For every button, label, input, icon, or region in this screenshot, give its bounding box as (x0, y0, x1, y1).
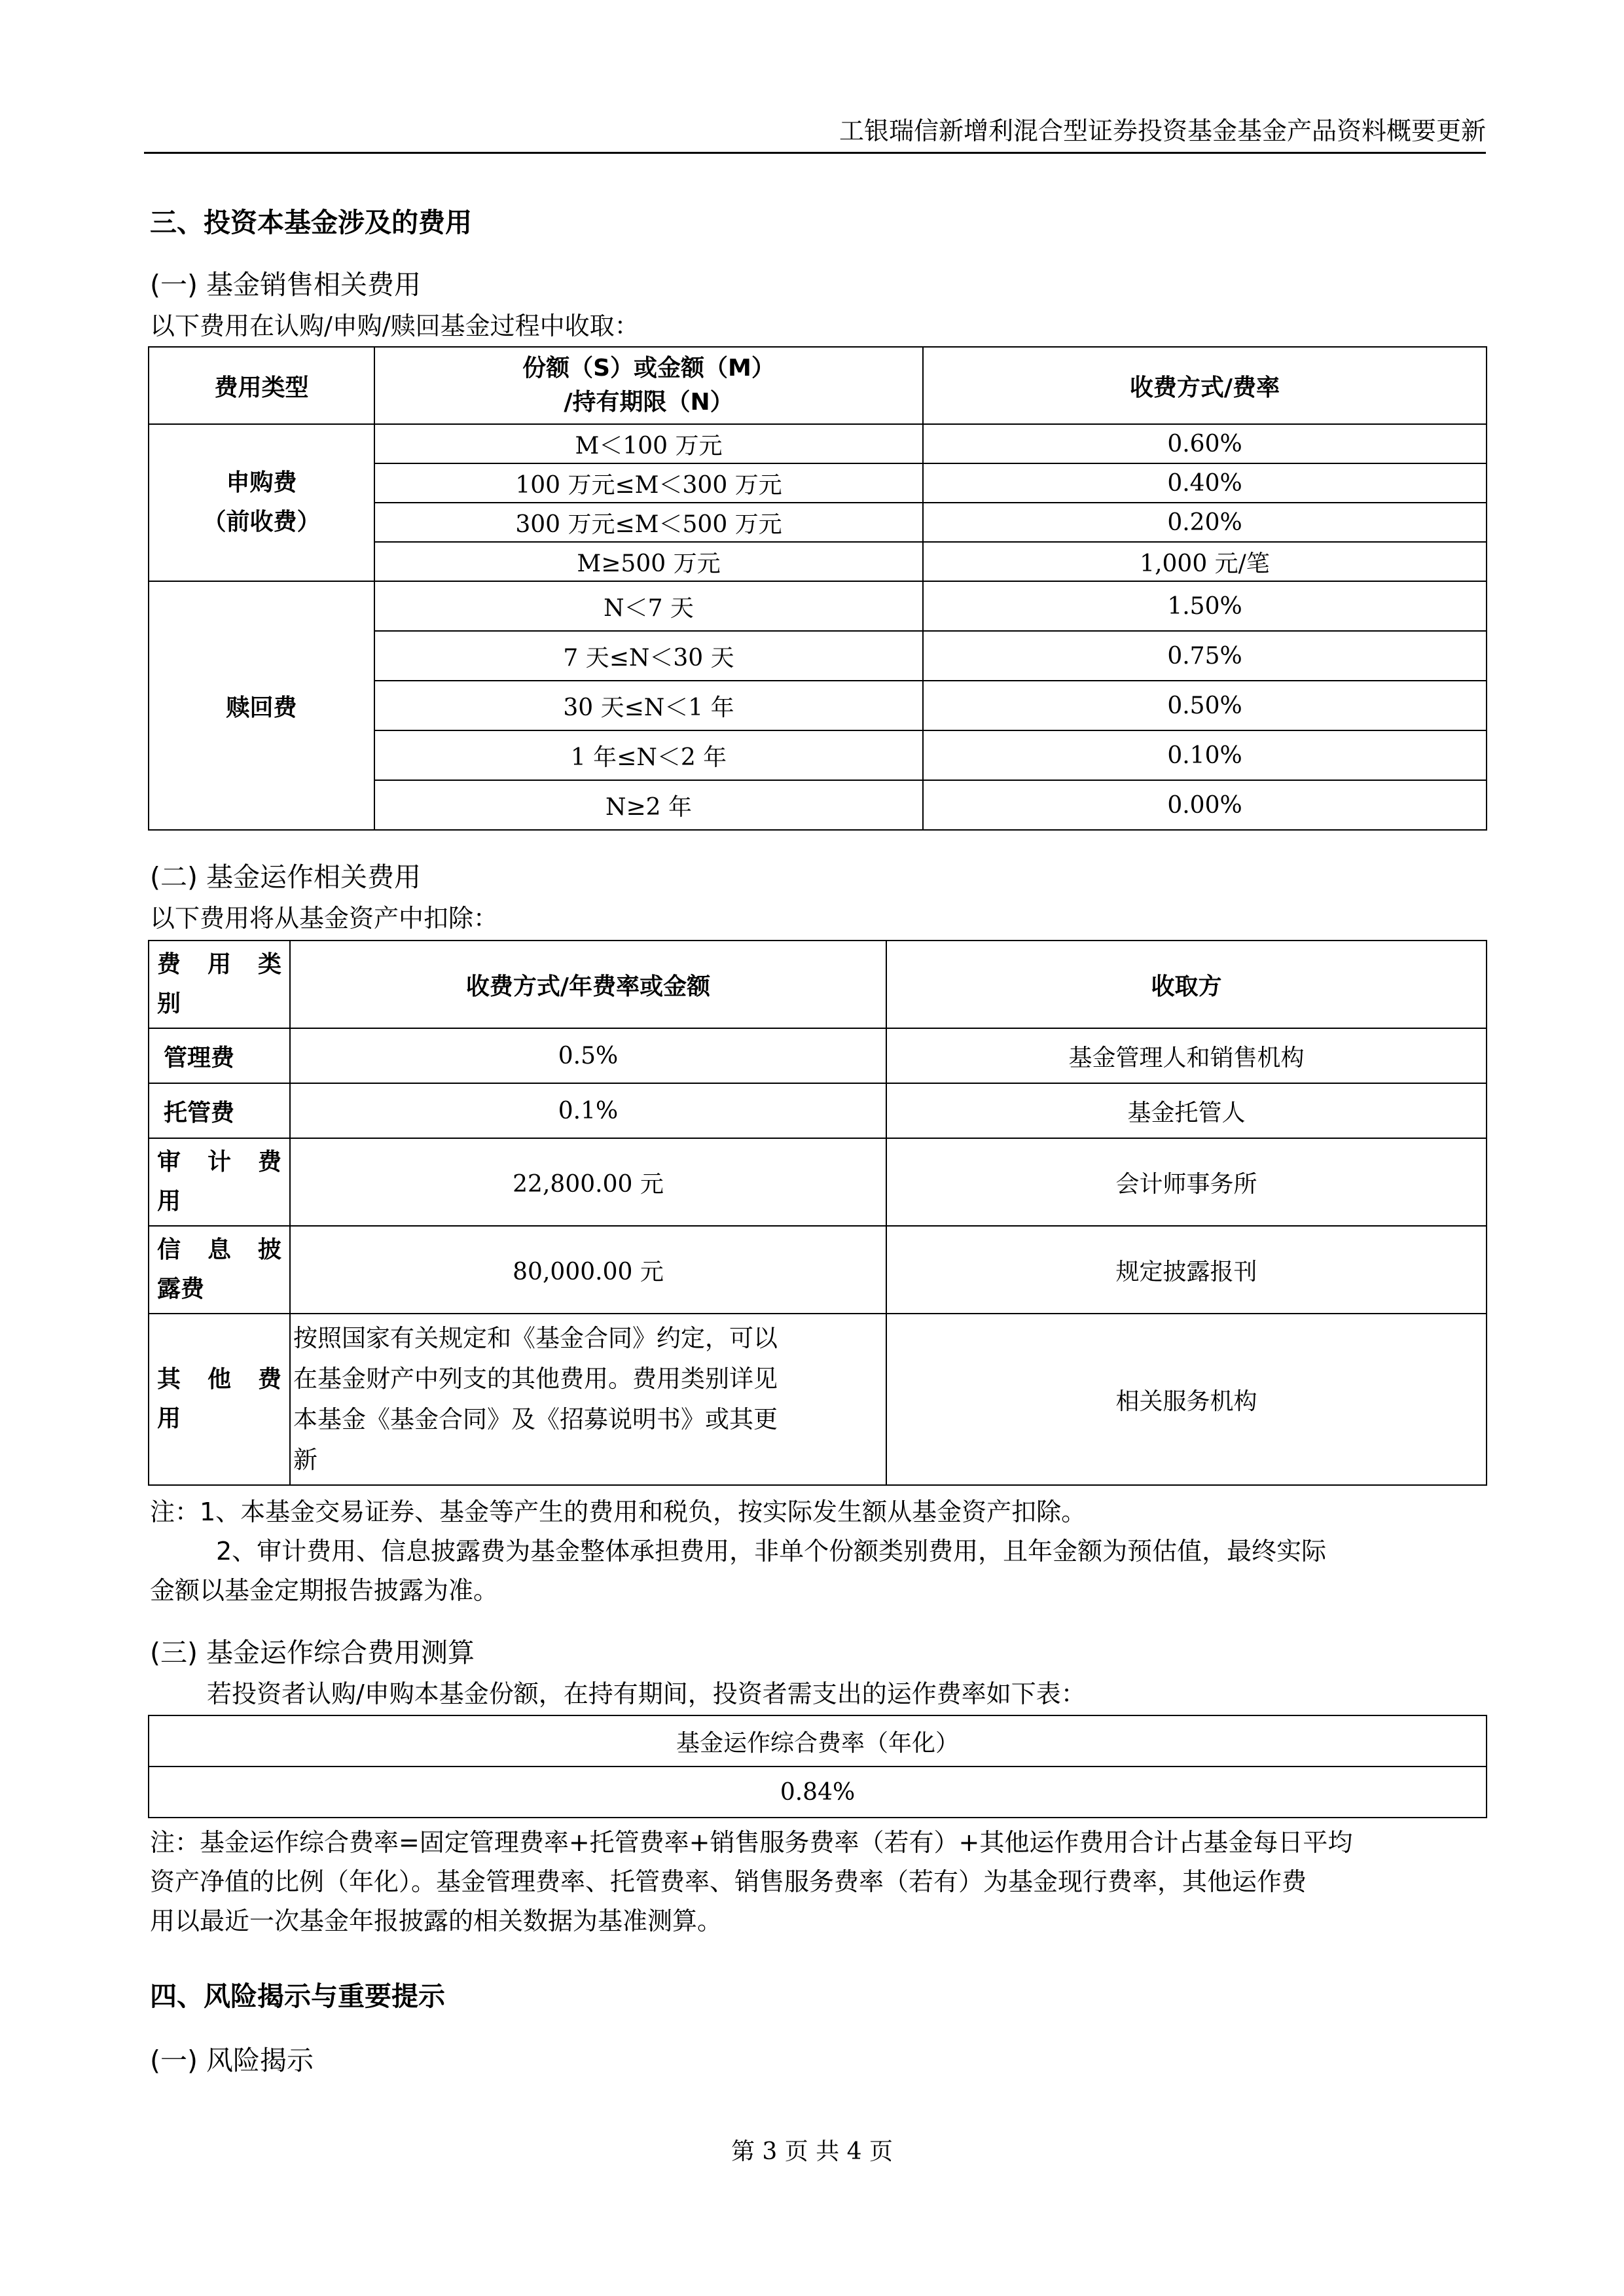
fee-type-cell (149, 1314, 290, 1485)
rate-cell: 0.20% (923, 503, 1487, 542)
table-row (149, 581, 1487, 631)
fee-type-line2: 用 (157, 1405, 181, 1432)
header-payee: 收取方 (886, 941, 1487, 1028)
table-row (149, 1226, 1487, 1314)
table-row (149, 424, 1487, 463)
combined-fee-value: 0.84% (149, 1767, 1487, 1818)
sub2-intro: 以下费用将从基金资产中扣除： (150, 904, 499, 933)
rate-cell: 0.00% (923, 780, 1487, 830)
rate-cell: 1,000 元/笔 (923, 542, 1487, 581)
section4-title: 四、风险揭示与重要提示 (150, 1981, 445, 2012)
fee-type-cell (149, 1138, 290, 1226)
header-amount-line1: 份额（S）或金额（M） (522, 355, 775, 382)
rate-cell: 0.60% (923, 424, 1487, 463)
fee-type-line2: 用 (157, 1188, 181, 1215)
rate-cell: 0.75% (923, 631, 1487, 681)
range-cell: N＜7 天 (374, 581, 923, 631)
fee-type-cell (149, 1226, 290, 1314)
combined-fee-header: 基金运作综合费率（年化） (149, 1715, 1487, 1767)
table-row (149, 1083, 1487, 1138)
sub3-intro: 若投资者认购/申购本基金份额，在持有期间，投资者需支出的运作费率如下表： (207, 1679, 1086, 1708)
combined-note-line2: 资产净值的比例（年化）。基金管理费率、托管费率、销售服务费率（若有）为基金现行费率，其他运作费 (150, 1867, 1307, 1896)
fee-type-cell: 管理费 (149, 1028, 290, 1083)
header-divider (144, 152, 1486, 154)
operating-fee-table (148, 940, 1487, 1486)
subscription-fee-label-line1: 申购费 (226, 469, 297, 496)
sub2-title: (二) 基金运作相关费用 (150, 861, 422, 893)
fee-type-line1: 其 他 费 (157, 1366, 281, 1393)
range-cell: M＜100 万元 (374, 424, 923, 463)
section3-title: 三、投资本基金涉及的费用 (150, 207, 472, 238)
fee-type-line1: 审 计 费 (157, 1149, 281, 1175)
operating-note-1: 注：1、本基金交易证券、基金等产生的费用和税负，按实际发生额从基金资产扣除。 (150, 1498, 1087, 1526)
operating-note-2-line1: 2、审计费用、信息披露费为基金整体承担费用，非单个份额类别费用，且年金额为预估值，最终实际 (216, 1537, 1327, 1566)
header-fee-category-line2: 别 (157, 990, 181, 1017)
sales-fee-table (148, 346, 1487, 831)
payee-cell: 会计师事务所 (886, 1138, 1487, 1226)
range-cell: N≥2 年 (374, 780, 923, 830)
range-cell: 7 天≤N＜30 天 (374, 631, 923, 681)
header-amount-line2: /持有期限（N） (564, 389, 734, 416)
rate-cell: 0.40% (923, 463, 1487, 503)
operating-fee-header-row (149, 941, 1487, 1028)
header-fee-category (149, 941, 290, 1028)
combined-fee-header-row (149, 1715, 1487, 1767)
fee-type-line1: 信 息 披 (157, 1236, 281, 1263)
payee-cell: 基金管理人和销售机构 (886, 1028, 1487, 1083)
method-line: 本基金《基金合同》及《招募说明书》或其更 (293, 1405, 778, 1433)
header-method: 收费方式/年费率或金额 (290, 941, 886, 1028)
payee-cell: 相关服务机构 (886, 1314, 1487, 1485)
method-cell (290, 1314, 886, 1485)
method-line: 在基金财产中列支的其他费用。费用类别详见 (293, 1365, 778, 1393)
method-cell: 22,800.00 元 (290, 1138, 886, 1226)
header-fee-type: 费用类型 (149, 347, 374, 424)
combined-fee-table (148, 1715, 1487, 1818)
payee-cell: 基金托管人 (886, 1083, 1487, 1138)
method-cell: 0.5% (290, 1028, 886, 1083)
table-row (149, 1314, 1487, 1485)
sub3-title: (三) 基金运作综合费用测算 (150, 1637, 475, 1668)
fee-type-line2: 露费 (157, 1276, 205, 1302)
page-number: 第 3 页 共 4 页 (731, 2138, 893, 2165)
rate-cell: 0.50% (923, 681, 1487, 730)
method-cell: 80,000.00 元 (290, 1226, 886, 1314)
method-cell: 0.1% (290, 1083, 886, 1138)
sales-fee-header-row (149, 347, 1487, 424)
table-row (149, 1028, 1487, 1083)
payee-cell: 规定披露报刊 (886, 1226, 1487, 1314)
combined-note-line3: 用以最近一次基金年报披露的相关数据为基准测算。 (150, 1907, 723, 1935)
subscription-fee-label-line2: （前收费） (202, 509, 321, 535)
table-row (149, 1138, 1487, 1226)
operating-note-2-line2: 金额以基金定期报告披露为准。 (150, 1576, 499, 1605)
section4-sub1-title: (一) 风险揭示 (150, 2045, 314, 2076)
range-cell: 100 万元≤M＜300 万元 (374, 463, 923, 503)
method-line: 新 (293, 1446, 317, 1474)
rate-cell: 1.50% (923, 581, 1487, 631)
header-rate: 收费方式/费率 (923, 347, 1487, 424)
range-cell: 1 年≤N＜2 年 (374, 730, 923, 780)
rate-cell: 0.10% (923, 730, 1487, 780)
range-cell: 30 天≤N＜1 年 (374, 681, 923, 730)
combined-note-line1: 注：基金运作综合费率=固定管理费率+托管费率+销售服务费率（若有）+其他运作费用合计占基金每日平均 (150, 1828, 1353, 1857)
header-amount (374, 347, 923, 424)
method-line: 按照国家有关规定和《基金合同》约定，可以 (293, 1324, 778, 1352)
document-header: 工银瑞信新增利混合型证券投资基金基金产品资料概要更新 (839, 117, 1486, 145)
sub1-intro: 以下费用在认购/申购/赎回基金过程中收取： (150, 312, 640, 340)
redemption-fee-label: 赎回费 (149, 581, 374, 830)
sub1-title: (一) 基金销售相关费用 (150, 269, 422, 300)
range-cell: M≥500 万元 (374, 542, 923, 581)
combined-fee-value-row (149, 1767, 1487, 1818)
subscription-fee-label (149, 424, 374, 581)
fee-type-cell: 托管费 (149, 1083, 290, 1138)
header-fee-category-line1: 费 用 类 (157, 951, 281, 978)
range-cell: 300 万元≤M＜500 万元 (374, 503, 923, 542)
